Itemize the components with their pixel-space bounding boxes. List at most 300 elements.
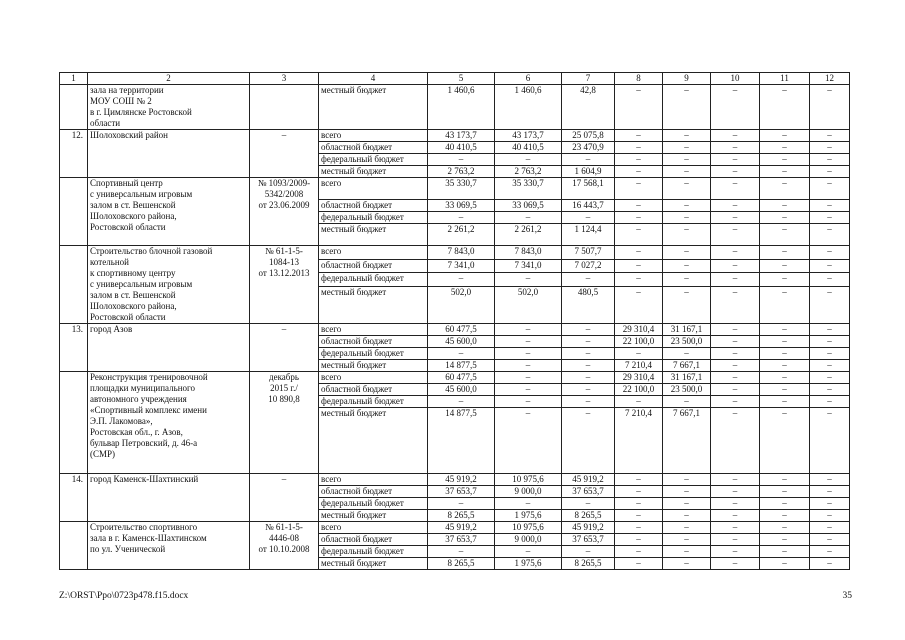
amount-cell: 7 507,7 [562, 246, 615, 260]
amount-cell: – [615, 396, 663, 408]
amount-cell: – [615, 286, 663, 323]
amount-cell: 502,0 [428, 286, 495, 323]
header-cell: 4 [319, 73, 428, 85]
amount-cell: – [760, 558, 810, 570]
amount-cell: 23 470,9 [562, 142, 615, 154]
amount-cell: – [810, 534, 850, 546]
amount-cell: – [495, 546, 562, 558]
funding-source-cell: областной бюджет [319, 142, 428, 154]
amount-cell: – [711, 324, 760, 336]
amount-cell: – [810, 348, 850, 360]
amount-cell: – [663, 348, 711, 360]
amount-cell: – [562, 324, 615, 336]
amount-cell: – [615, 546, 663, 558]
header-cell: 12 [810, 73, 850, 85]
header-cell: 5 [428, 73, 495, 85]
amount-cell: – [562, 372, 615, 384]
amount-cell: 7 210,4 [615, 408, 663, 474]
amount-cell: – [711, 534, 760, 546]
amount-cell: – [562, 546, 615, 558]
amount-cell: 2 261,2 [495, 224, 562, 246]
amount-cell: – [711, 348, 760, 360]
amount-cell: – [495, 384, 562, 396]
amount-cell: – [495, 498, 562, 510]
amount-cell: – [615, 273, 663, 287]
header-cell: 8 [615, 73, 663, 85]
amount-cell: – [810, 558, 850, 570]
amount-cell: 37 653,7 [562, 486, 615, 498]
amount-cell: 22 100,0 [615, 384, 663, 396]
amount-cell: 7 843,0 [428, 246, 495, 260]
amount-cell: – [810, 200, 850, 212]
amount-cell: – [663, 85, 711, 130]
amount-cell: – [663, 200, 711, 212]
funding-source-cell: всего [319, 246, 428, 260]
amount-cell: – [615, 142, 663, 154]
row-number-cell [60, 178, 88, 246]
amount-cell: – [663, 130, 711, 142]
amount-cell: – [562, 498, 615, 510]
amount-cell: – [810, 212, 850, 224]
amount-cell: – [711, 259, 760, 273]
amount-cell: – [663, 142, 711, 154]
amount-cell: – [663, 522, 711, 534]
document-cell: – [250, 474, 319, 522]
amount-cell: 45 919,2 [428, 522, 495, 534]
amount-cell: 8 265,5 [428, 558, 495, 570]
amount-cell: 9 000,0 [495, 486, 562, 498]
amount-cell: – [663, 396, 711, 408]
funding-source-cell: местный бюджет [319, 558, 428, 570]
amount-cell: – [810, 142, 850, 154]
document-cell: № 61-1-5- 1084-13 от 13.12.2013 [250, 246, 319, 324]
amount-cell: – [810, 130, 850, 142]
funding-source-cell: всего [319, 372, 428, 384]
amount-cell: – [615, 212, 663, 224]
funding-source-cell: федеральный бюджет [319, 212, 428, 224]
amount-cell: – [428, 348, 495, 360]
header-cell: 9 [663, 73, 711, 85]
amount-cell: 33 069,5 [428, 200, 495, 212]
object-name-cell: город Каменск-Шахтинский [88, 474, 250, 522]
amount-cell: – [760, 246, 810, 260]
amount-cell: – [711, 384, 760, 396]
amount-cell: – [711, 130, 760, 142]
object-name-cell: Шолоховский район [88, 130, 250, 178]
amount-cell: – [810, 384, 850, 396]
amount-cell: 9 000,0 [495, 534, 562, 546]
funding-source-cell: федеральный бюджет [319, 154, 428, 166]
amount-cell: – [711, 142, 760, 154]
amount-cell: – [810, 324, 850, 336]
object-name-cell: Спортивный центр с универсальным игровым залом в ст. Вешенской Шолоховского района, Ростовской области [88, 178, 250, 246]
amount-cell: – [495, 372, 562, 384]
amount-cell: 40 410,5 [495, 142, 562, 154]
amount-cell: – [711, 154, 760, 166]
header-cell: 3 [250, 73, 319, 85]
amount-cell: – [711, 178, 760, 200]
amount-cell: – [810, 259, 850, 273]
amount-cell: 2 261,2 [428, 224, 495, 246]
amount-cell: 1 604,9 [562, 166, 615, 178]
amount-cell: – [810, 154, 850, 166]
header-cell: 6 [495, 73, 562, 85]
amount-cell: – [760, 273, 810, 287]
amount-cell: 1 460,6 [428, 85, 495, 130]
amount-cell: – [711, 286, 760, 323]
amount-cell: – [760, 546, 810, 558]
amount-cell: – [711, 224, 760, 246]
amount-cell: – [760, 534, 810, 546]
funding-source-cell: всего [319, 178, 428, 200]
amount-cell: – [495, 273, 562, 287]
funding-source-cell: местный бюджет [319, 224, 428, 246]
budget-table [59, 72, 850, 570]
amount-cell: – [760, 200, 810, 212]
funding-source-cell: областной бюджет [319, 200, 428, 212]
table-row [60, 522, 850, 534]
amount-cell: – [428, 273, 495, 287]
amount-cell: 45 919,2 [562, 474, 615, 486]
amount-cell: 14 877,5 [428, 408, 495, 474]
amount-cell: 7 843,0 [495, 246, 562, 260]
amount-cell: 42,8 [562, 85, 615, 130]
amount-cell: – [810, 85, 850, 130]
amount-cell: – [760, 224, 810, 246]
amount-cell: 45 919,2 [562, 522, 615, 534]
table-row [60, 372, 850, 384]
amount-cell: – [615, 558, 663, 570]
amount-cell: – [562, 396, 615, 408]
amount-cell: 22 100,0 [615, 336, 663, 348]
funding-source-cell: местный бюджет [319, 510, 428, 522]
amount-cell: – [663, 558, 711, 570]
amount-cell: – [760, 486, 810, 498]
amount-cell: 10 975,6 [495, 522, 562, 534]
amount-cell: – [428, 546, 495, 558]
amount-cell: – [810, 522, 850, 534]
amount-cell: – [760, 324, 810, 336]
amount-cell: – [810, 286, 850, 323]
amount-cell: – [615, 474, 663, 486]
amount-cell: – [760, 130, 810, 142]
amount-cell: – [663, 510, 711, 522]
table-row [60, 324, 850, 336]
row-number-cell: 12. [60, 130, 88, 178]
amount-cell: – [615, 154, 663, 166]
amount-cell: – [810, 474, 850, 486]
amount-cell: – [615, 522, 663, 534]
footer-file-path: Z:\ORST\Ppo\0723p478.f15.docx [59, 591, 189, 601]
amount-cell: – [760, 384, 810, 396]
amount-cell: – [760, 286, 810, 323]
table-row [60, 246, 850, 260]
amount-cell: – [615, 534, 663, 546]
document-cell: № 61-1-5- 4446-08 от 10.10.2008 [250, 522, 319, 570]
amount-cell: – [711, 510, 760, 522]
amount-cell: – [663, 546, 711, 558]
amount-cell: – [615, 246, 663, 260]
amount-cell: 33 069,5 [495, 200, 562, 212]
amount-cell: – [810, 336, 850, 348]
amount-cell: – [615, 348, 663, 360]
amount-cell: – [810, 166, 850, 178]
row-number-cell [60, 522, 88, 570]
amount-cell: – [495, 154, 562, 166]
amount-cell: – [615, 224, 663, 246]
amount-cell: – [615, 498, 663, 510]
amount-cell: – [428, 212, 495, 224]
amount-cell: 10 975,6 [495, 474, 562, 486]
amount-cell: 8 265,5 [428, 510, 495, 522]
amount-cell: 37 653,7 [562, 534, 615, 546]
amount-cell: 43 173,7 [428, 130, 495, 142]
amount-cell: – [663, 224, 711, 246]
amount-cell: – [760, 522, 810, 534]
amount-cell: 2 763,2 [428, 166, 495, 178]
document-cell: № 1093/2009- 5342/2008 от 23.06.2009 [250, 178, 319, 246]
object-name-cell: Строительство спортивного зала в г. Каменск-Шахтинском по ул. Ученической [88, 522, 250, 570]
amount-cell: – [711, 546, 760, 558]
amount-cell: 1 460,6 [495, 85, 562, 130]
document-cell: – [250, 130, 319, 178]
footer-page-number: 35 [842, 591, 852, 601]
amount-cell: – [760, 259, 810, 273]
object-name-cell: зала на территории МОУ СОШ № 2 в г. Цимлянске Ростовской области [88, 85, 250, 130]
amount-cell: 35 330,7 [495, 178, 562, 200]
funding-source-cell: федеральный бюджет [319, 273, 428, 287]
amount-cell: – [760, 166, 810, 178]
amount-cell: – [562, 408, 615, 474]
amount-cell: – [615, 166, 663, 178]
amount-cell: – [760, 336, 810, 348]
amount-cell: – [615, 510, 663, 522]
amount-cell: – [562, 348, 615, 360]
funding-source-cell: местный бюджет [319, 408, 428, 474]
funding-source-cell: федеральный бюджет [319, 396, 428, 408]
amount-cell: – [810, 246, 850, 260]
amount-cell: – [711, 486, 760, 498]
amount-cell: – [760, 408, 810, 474]
amount-cell: – [495, 212, 562, 224]
amount-cell: – [711, 408, 760, 474]
amount-cell: 31 167,1 [663, 324, 711, 336]
amount-cell: – [810, 510, 850, 522]
amount-cell: 1 975,6 [495, 510, 562, 522]
amount-cell: – [760, 498, 810, 510]
amount-cell: 29 310,4 [615, 372, 663, 384]
amount-cell: – [760, 85, 810, 130]
amount-cell: – [562, 154, 615, 166]
amount-cell: – [663, 178, 711, 200]
funding-source-cell: местный бюджет [319, 166, 428, 178]
amount-cell: 25 075,8 [562, 130, 615, 142]
amount-cell: 45 919,2 [428, 474, 495, 486]
amount-cell: 7 341,0 [428, 259, 495, 273]
table-row [60, 130, 850, 142]
amount-cell: – [810, 396, 850, 408]
amount-cell: – [663, 246, 711, 260]
amount-cell: – [760, 142, 810, 154]
amount-cell: – [760, 510, 810, 522]
amount-cell: – [711, 200, 760, 212]
row-number-cell: 14. [60, 474, 88, 522]
funding-source-cell: местный бюджет [319, 286, 428, 323]
funding-source-cell: областной бюджет [319, 336, 428, 348]
amount-cell: 31 167,1 [663, 372, 711, 384]
amount-cell: – [663, 534, 711, 546]
amount-cell: – [711, 474, 760, 486]
amount-cell: 8 265,5 [562, 558, 615, 570]
amount-cell: 60 477,5 [428, 372, 495, 384]
amount-cell: – [810, 498, 850, 510]
funding-source-cell: местный бюджет [319, 85, 428, 130]
amount-cell: – [428, 154, 495, 166]
amount-cell: – [562, 336, 615, 348]
amount-cell: – [663, 154, 711, 166]
amount-cell: – [615, 486, 663, 498]
table-row [60, 178, 850, 200]
object-name-cell: город Азов [88, 324, 250, 372]
amount-cell: 37 653,7 [428, 534, 495, 546]
object-name-cell: Строительство блочной газовой котельной к спортивному центру с универсальным игровым залом в ст. Вешенской Шолоховского района, Ростовской области [88, 246, 250, 324]
document-cell [250, 85, 319, 130]
amount-cell: – [711, 166, 760, 178]
amount-cell: – [760, 178, 810, 200]
amount-cell: 43 173,7 [495, 130, 562, 142]
amount-cell: – [495, 336, 562, 348]
funding-source-cell: федеральный бюджет [319, 546, 428, 558]
amount-cell: – [810, 546, 850, 558]
amount-cell: – [711, 336, 760, 348]
funding-source-cell: областной бюджет [319, 259, 428, 273]
amount-cell: – [810, 273, 850, 287]
amount-cell: 40 410,5 [428, 142, 495, 154]
funding-source-cell: всего [319, 474, 428, 486]
funding-source-cell: местный бюджет [319, 360, 428, 372]
header-cell: 2 [88, 73, 250, 85]
amount-cell: 60 477,5 [428, 324, 495, 336]
amount-cell: 7 210,4 [615, 360, 663, 372]
amount-cell: – [711, 558, 760, 570]
amount-cell: – [810, 178, 850, 200]
amount-cell: 14 877,5 [428, 360, 495, 372]
funding-source-cell: всего [319, 324, 428, 336]
amount-cell: – [615, 130, 663, 142]
amount-cell: 1 975,6 [495, 558, 562, 570]
row-number-cell [60, 372, 88, 474]
amount-cell: – [760, 372, 810, 384]
amount-cell: – [711, 85, 760, 130]
amount-cell: 7 667,1 [663, 360, 711, 372]
amount-cell: 45 600,0 [428, 384, 495, 396]
funding-source-cell: всего [319, 130, 428, 142]
table-row [60, 474, 850, 486]
amount-cell: – [663, 474, 711, 486]
amount-cell: – [760, 154, 810, 166]
amount-cell: – [562, 384, 615, 396]
header-cell: 7 [562, 73, 615, 85]
amount-cell: – [760, 396, 810, 408]
amount-cell: – [711, 396, 760, 408]
amount-cell: 2 763,2 [495, 166, 562, 178]
amount-cell: 8 265,5 [562, 510, 615, 522]
amount-cell: – [760, 348, 810, 360]
header-cell: 11 [760, 73, 810, 85]
table-row [60, 85, 850, 130]
amount-cell: 37 653,7 [428, 486, 495, 498]
amount-cell: – [663, 486, 711, 498]
header-cell: 1 [60, 73, 88, 85]
amount-cell: – [711, 360, 760, 372]
header-cell: 10 [711, 73, 760, 85]
amount-cell: 502,0 [495, 286, 562, 323]
amount-cell: 35 330,7 [428, 178, 495, 200]
amount-cell: – [615, 178, 663, 200]
amount-cell: – [562, 273, 615, 287]
amount-cell: – [495, 408, 562, 474]
amount-cell: 23 500,0 [663, 384, 711, 396]
amount-cell: 17 568,1 [562, 178, 615, 200]
amount-cell: – [663, 498, 711, 510]
funding-source-cell: областной бюджет [319, 486, 428, 498]
amount-cell: – [711, 498, 760, 510]
document-cell: – [250, 324, 319, 372]
amount-cell: – [495, 348, 562, 360]
object-name-cell: Реконструкция тренировочной площадки муниципального автономного учреждения «Спортивный комплекс имени Э.П. Лакомова», Ростовская обл., г. Азов, бульвар Петровский, д. 46-а (СМР) [88, 372, 250, 474]
amount-cell: – [428, 396, 495, 408]
amount-cell: 16 443,7 [562, 200, 615, 212]
document-cell: декабрь 2015 г./ 10 890,8 [250, 372, 319, 474]
funding-source-cell: федеральный бюджет [319, 498, 428, 510]
amount-cell: – [615, 259, 663, 273]
amount-cell: – [711, 522, 760, 534]
amount-cell: – [810, 360, 850, 372]
row-number-cell: 13. [60, 324, 88, 372]
amount-cell: – [810, 372, 850, 384]
amount-cell: – [711, 273, 760, 287]
amount-cell: – [562, 360, 615, 372]
amount-cell: 23 500,0 [663, 336, 711, 348]
row-number-cell [60, 85, 88, 130]
amount-cell: 29 310,4 [615, 324, 663, 336]
amount-cell: – [760, 212, 810, 224]
amount-cell: 45 600,0 [428, 336, 495, 348]
funding-source-cell: федеральный бюджет [319, 348, 428, 360]
amount-cell: – [810, 224, 850, 246]
funding-source-cell: областной бюджет [319, 534, 428, 546]
funding-source-cell: всего [319, 522, 428, 534]
amount-cell: – [428, 498, 495, 510]
header-row [60, 73, 850, 85]
amount-cell: – [810, 408, 850, 474]
amount-cell: – [760, 360, 810, 372]
amount-cell: – [615, 85, 663, 130]
amount-cell: 1 124,4 [562, 224, 615, 246]
funding-source-cell: областной бюджет [319, 384, 428, 396]
amount-cell: 7 667,1 [663, 408, 711, 474]
amount-cell: – [495, 396, 562, 408]
amount-cell: – [711, 246, 760, 260]
amount-cell: – [495, 360, 562, 372]
amount-cell: – [495, 324, 562, 336]
row-number-cell [60, 246, 88, 324]
amount-cell: – [711, 212, 760, 224]
amount-cell: – [663, 259, 711, 273]
amount-cell: – [615, 200, 663, 212]
amount-cell: – [810, 486, 850, 498]
amount-cell: – [562, 212, 615, 224]
